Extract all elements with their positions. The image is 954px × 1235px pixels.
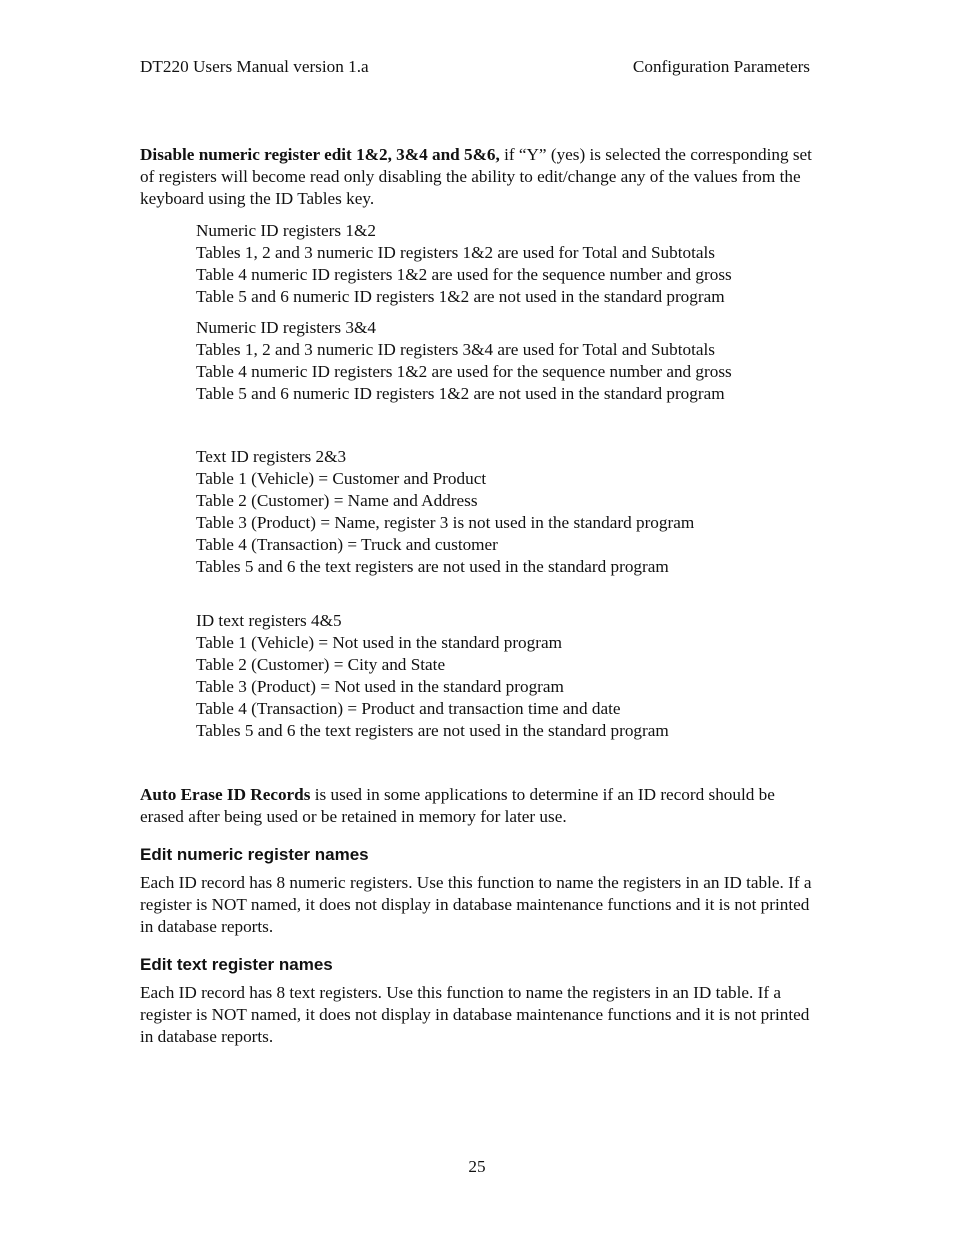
- edit-numeric-names-paragraph: Each ID record has 8 numeric registers. Use this function to name the registers in an ID table. If a register is NOT named, it does not display in database maintenance functions and it is not printed in database reports.: [140, 873, 812, 936]
- auto-erase-text: is used in some applications to determine if an ID record should be erased after being used or be retained in memory for later use.: [140, 785, 775, 826]
- edit-text-names-heading: Edit text register names: [140, 955, 333, 974]
- disable-numeric-edit-text: if “Y” (yes) is selected the corresponding set of registers will become read only disabling the ability to edit/change any of the values from the keyboard using the ID Tables key.: [140, 145, 812, 208]
- list-item: Tables 1, 2 and 3 numeric ID registers 3&4 are used for Total and Subtotals: [196, 340, 715, 359]
- list-item: Tables 5 and 6 the text registers are not used in the standard program: [196, 557, 669, 576]
- list-item: Numeric ID registers 3&4: [196, 318, 376, 337]
- list-item: Table 2 (Customer) = City and State: [196, 655, 446, 674]
- list-item: Table 4 numeric ID registers 1&2 are used for the sequence number and gross: [196, 265, 732, 284]
- auto-erase-term: Auto Erase ID Records: [140, 785, 311, 804]
- disable-numeric-edit-term: Disable numeric register edit 1&2, 3&4 and 5&6,: [140, 145, 500, 164]
- numeric-registers-1-2-list: [196, 220, 836, 308]
- list-item: Table 4 (Transaction) = Product and transaction time and date: [196, 699, 621, 718]
- list-item: Table 1 (Vehicle) = Customer and Product: [196, 469, 487, 488]
- auto-erase-paragraph: [140, 784, 820, 828]
- header-manual-title: DT220 Users Manual version 1.a: [140, 57, 369, 76]
- page-number: 25: [468, 1157, 486, 1176]
- text-registers-4-5-list: [196, 610, 836, 742]
- list-item: Table 4 numeric ID registers 1&2 are used for the sequence number and gross: [196, 362, 732, 381]
- list-item: Table 2 (Customer) = Name and Address: [196, 491, 478, 510]
- edit-text-names-paragraph: Each ID record has 8 text registers. Use this function to name the registers in an ID table. If a register is NOT named, it does not display in database maintenance functions and it is not printed in database reports.: [140, 983, 810, 1046]
- list-item: Tables 1, 2 and 3 numeric ID registers 1&2 are used for Total and Subtotals: [196, 243, 715, 262]
- list-item: Table 3 (Product) = Name, register 3 is not used in the standard program: [196, 513, 695, 532]
- header-section-title: Configuration Parameters: [632, 57, 810, 76]
- numeric-registers-3-4-list: [196, 317, 836, 405]
- list-item: Table 3 (Product) = Not used in the standard program: [196, 677, 564, 696]
- list-item: ID text registers 4&5: [196, 611, 342, 630]
- list-item: Table 4 (Transaction) = Truck and customer: [196, 535, 498, 554]
- text-registers-2-3-list: [196, 446, 836, 578]
- list-item: Table 5 and 6 numeric ID registers 1&2 are not used in the standard program: [196, 384, 725, 403]
- list-item: Numeric ID registers 1&2: [196, 221, 376, 240]
- disable-numeric-edit-paragraph: [140, 144, 820, 210]
- list-item: Text ID registers 2&3: [196, 447, 347, 466]
- list-item: Table 1 (Vehicle) = Not used in the standard program: [196, 633, 562, 652]
- list-item: Tables 5 and 6 the text registers are not used in the standard program: [196, 721, 669, 740]
- edit-numeric-names-heading: Edit numeric register names: [140, 845, 369, 864]
- list-item: Table 5 and 6 numeric ID registers 1&2 are not used in the standard program: [196, 287, 725, 306]
